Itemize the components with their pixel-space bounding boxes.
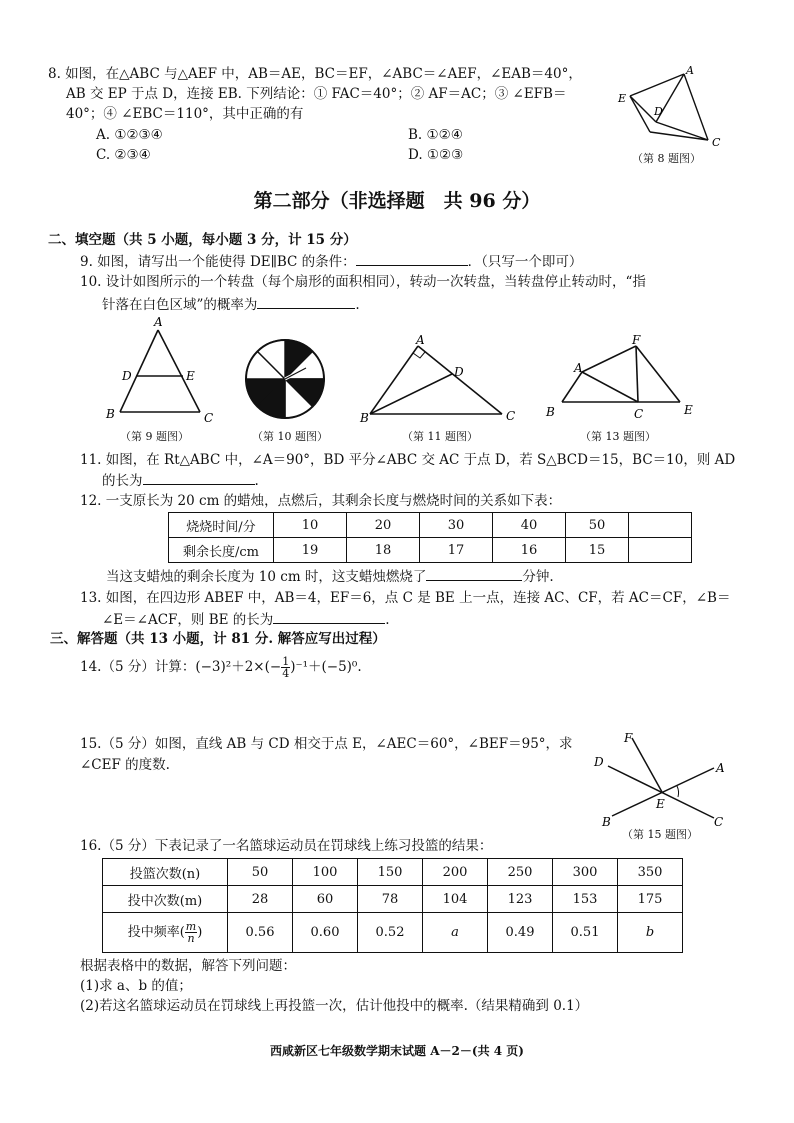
q12-length-cell: 18 bbox=[347, 538, 420, 563]
fig13-label-b: B bbox=[546, 405, 555, 419]
fig13-label-c: C bbox=[634, 407, 644, 421]
q16-n-cell: 150 bbox=[358, 859, 423, 886]
q14-frac-num: 1 bbox=[282, 655, 290, 668]
q15-line1: 15.（5 分）如图，直线 AB 与 CD 相交于点 E，∠AEC＝60°，∠BEF＝95°，求 bbox=[80, 736, 573, 752]
q14-frac-den: 4 bbox=[282, 667, 290, 680]
q15-caption: （第 15 题图） bbox=[622, 828, 698, 841]
q10-line1: 10. 设计如图所示的一个转盘（每个扇形的面积相同），转动一次转盘，当转盘停止转动时，“指 bbox=[80, 274, 646, 290]
q9-prompt: 9. 如图，请写出一个能使得 DE∥BC 的条件： bbox=[80, 254, 356, 270]
q8-label-d: D bbox=[654, 105, 663, 118]
q13-line2 bbox=[102, 609, 390, 630]
q16-row3-fraction bbox=[185, 921, 197, 944]
q16-n-cell: 200 bbox=[423, 859, 488, 886]
q13-prompt: ∠E＝∠ACF，则 BE 的长为 bbox=[102, 612, 274, 628]
q12-row-length bbox=[169, 538, 692, 563]
q11-period: . bbox=[254, 473, 259, 489]
q15-label-e: E bbox=[656, 797, 665, 811]
q16-freq-cell: 0.49 bbox=[488, 913, 553, 953]
q15-label-b: B bbox=[602, 815, 611, 828]
q12-answer-blank[interactable] bbox=[426, 566, 522, 581]
fig13 bbox=[540, 332, 700, 428]
q15-line2: ∠CEF 的度数. bbox=[80, 757, 170, 773]
part2-title: 第二部分（非选择题 共 96 分） bbox=[253, 190, 541, 212]
fig13-seg-cf bbox=[636, 346, 638, 402]
q16-table bbox=[102, 858, 683, 953]
fig11-seg-ac bbox=[418, 346, 502, 414]
q8-seg-ef bbox=[630, 96, 650, 132]
q10-period: . bbox=[355, 297, 360, 313]
q12-time-cell: 20 bbox=[347, 513, 420, 538]
q12-table bbox=[168, 512, 692, 563]
q8-option-d: D. ①②③ bbox=[408, 147, 464, 163]
q11-line1: 11. 如图，在 Rt△ABC 中，∠A＝90°，BD 平分∠ABC 交 AC 于点 D，若 S△BCD＝15，BC＝10，则 AD bbox=[80, 452, 736, 468]
fig13-label-a: A bbox=[574, 361, 583, 375]
q15-ray-ef bbox=[632, 738, 662, 792]
q15-angle-arc bbox=[677, 786, 679, 797]
fig13-caption: （第 13 题图） bbox=[580, 430, 656, 443]
q15-label-a: A bbox=[716, 761, 725, 775]
fig10-spinner bbox=[240, 334, 330, 424]
q8-seg-ac bbox=[684, 74, 708, 140]
q16-freq-cell-b: b bbox=[618, 913, 683, 953]
q13-answer-blank[interactable] bbox=[273, 609, 385, 624]
fig11-label-c: C bbox=[506, 409, 516, 423]
q12-row1-header: 烧烧时间/分 bbox=[169, 513, 274, 538]
q16-row3-header bbox=[103, 913, 228, 953]
q12-length-cell: 19 bbox=[274, 538, 347, 563]
fig11-label-b: B bbox=[360, 411, 369, 425]
q12-row2-header: 剩余长度/cm bbox=[169, 538, 274, 563]
fig9-label-d: D bbox=[122, 369, 132, 383]
fig9 bbox=[100, 314, 220, 424]
q16-row3-suffix: ) bbox=[197, 925, 203, 940]
fig11-right-angle-mark bbox=[413, 352, 425, 358]
q16-row-freq bbox=[103, 913, 683, 953]
q14-expression bbox=[80, 656, 362, 679]
q11-answer-blank[interactable] bbox=[143, 470, 255, 485]
q14-prefix: 14.（5 分）计算：(−3)²＋2×(− bbox=[80, 659, 282, 675]
q15-label-c: C bbox=[714, 815, 724, 828]
q16-m-cell: 175 bbox=[618, 886, 683, 913]
q16-n-cell: 250 bbox=[488, 859, 553, 886]
fig11-seg-bd bbox=[370, 374, 452, 414]
q12-time-cell: 40 bbox=[493, 513, 566, 538]
q14-suffix: )⁻¹＋(−5)⁰. bbox=[290, 659, 362, 675]
q12-time-cell: 30 bbox=[420, 513, 493, 538]
q15-figure bbox=[590, 728, 730, 828]
q12-after bbox=[106, 566, 554, 587]
q12-time-cell bbox=[629, 513, 692, 538]
q16-row-m bbox=[103, 886, 683, 913]
q16-part2: (2)若这名篮球运动员在罚球线上再投篮一次，估计他投中的概率.（结果精确到 0.1） bbox=[80, 998, 589, 1014]
q8-caption: （第 8 题图） bbox=[632, 152, 701, 165]
q16-row3-frac-den: n bbox=[187, 932, 195, 945]
fig11-label-a: A bbox=[416, 333, 425, 347]
q16-row3-frac-num: m bbox=[185, 920, 197, 933]
page-footer: 西咸新区七年级数学期末试题 A－2－(共 4 页) bbox=[270, 1044, 524, 1058]
fig9-label-c: C bbox=[204, 411, 214, 424]
q16-freq-cell: 0.52 bbox=[358, 913, 423, 953]
q8-line3: 40°；④ ∠EBC＝110°，其中正确的有 bbox=[66, 106, 304, 122]
q16-text: 16.（5 分）下表记录了一名篮球运动员在罚球线上练习投篮的结果： bbox=[80, 838, 493, 854]
fig13-seg-ba bbox=[562, 372, 582, 402]
q8-option-a: A. ①②③④ bbox=[96, 127, 163, 143]
q12-length-cell: 16 bbox=[493, 538, 566, 563]
q9-text bbox=[80, 251, 582, 272]
fig13-seg-af bbox=[582, 346, 636, 372]
fig10-caption: （第 10 题图） bbox=[252, 430, 328, 443]
q12-row-time bbox=[169, 513, 692, 538]
q11-line2 bbox=[102, 470, 259, 491]
q16-m-cell: 28 bbox=[228, 886, 293, 913]
q16-m-cell: 153 bbox=[553, 886, 618, 913]
q16-n-cell: 350 bbox=[618, 859, 683, 886]
q10-prompt: 针落在白色区域”的概率为 bbox=[102, 297, 258, 313]
q16-m-cell: 60 bbox=[293, 886, 358, 913]
q14-fraction bbox=[281, 656, 290, 679]
q12-length-cell: 15 bbox=[566, 538, 629, 563]
q8-seg-ae bbox=[630, 74, 684, 96]
q8-seg-bc bbox=[656, 122, 708, 140]
q16-row-n bbox=[103, 859, 683, 886]
q12-length-cell bbox=[629, 538, 692, 563]
q8-line1: 8. 如图，在△ABC 与△AEF 中，AB＝AE，BC＝EF，∠ABC＝∠AEF，∠EAB＝40°， bbox=[48, 66, 582, 82]
q16-freq-cell-a: a bbox=[423, 913, 488, 953]
fig13-label-e: E bbox=[684, 403, 693, 417]
q16-row1-header: 投篮次数(n) bbox=[103, 859, 228, 886]
q16-m-cell: 123 bbox=[488, 886, 553, 913]
q12-text: 12. 一支原长为 20 cm 的蜡烛，点燃后，其剩余长度与燃烧时间的关系如下表： bbox=[80, 493, 562, 509]
fig13-label-f: F bbox=[632, 333, 641, 347]
q8-label-c: C bbox=[712, 136, 721, 149]
q16-n-cell: 100 bbox=[293, 859, 358, 886]
q10-answer-blank[interactable] bbox=[257, 294, 355, 309]
fig11 bbox=[356, 332, 526, 428]
q12-time-cell: 10 bbox=[274, 513, 347, 538]
q8-option-c: C. ②③④ bbox=[96, 147, 151, 163]
q8-label-e: E bbox=[618, 92, 627, 105]
q15-label-f: F bbox=[624, 731, 633, 745]
q16-part1: (1)求 a、b 的值； bbox=[80, 978, 192, 994]
q16-freq-cell: 0.60 bbox=[293, 913, 358, 953]
section2-heading: 二、填空题（共 5 小题，每小题 3 分，计 15 分） bbox=[48, 232, 357, 248]
fig9-label-e: E bbox=[186, 369, 195, 383]
q9-suffix: ．（只写一个即可） bbox=[467, 254, 583, 270]
fig9-label-a: A bbox=[154, 315, 163, 329]
fig9-label-b: B bbox=[106, 407, 115, 421]
q12-time-cell: 50 bbox=[566, 513, 629, 538]
fig11-caption: （第 11 题图） bbox=[402, 430, 478, 443]
fig9-caption: （第 9 题图） bbox=[120, 430, 189, 443]
q16-row2-header: 投中次数(m) bbox=[103, 886, 228, 913]
fig11-seg-ab bbox=[370, 346, 418, 414]
q16-row3-prefix: 投中频率( bbox=[127, 925, 185, 940]
q8-label-a: A bbox=[686, 64, 694, 77]
q8-line2: AB 交 EP 于点 D，连接 EB. 下列结论：① FAC＝40°；② AF＝AC；③ ∠EFB＝ bbox=[66, 86, 567, 102]
q8-option-b: B. ①②④ bbox=[408, 127, 463, 143]
q16-freq-cell: 0.51 bbox=[553, 913, 618, 953]
q16-instructions: 根据表格中的数据，解答下列问题： bbox=[80, 958, 296, 974]
q11-prompt: 的长为 bbox=[102, 473, 143, 489]
section3-heading: 三、解答题（共 13 小题，计 81 分. 解答应写出过程） bbox=[50, 631, 386, 647]
q16-m-cell: 78 bbox=[358, 886, 423, 913]
q9-answer-blank[interactable] bbox=[356, 251, 468, 266]
q8-seg-fc bbox=[650, 132, 708, 140]
q15-label-d: D bbox=[594, 755, 604, 769]
q10-line2 bbox=[102, 294, 360, 315]
q16-n-cell: 50 bbox=[228, 859, 293, 886]
q13-period: . bbox=[385, 612, 390, 628]
fig13-seg-ac bbox=[582, 372, 638, 402]
q8-figure bbox=[612, 62, 732, 152]
q12-after-suffix: 分钟. bbox=[522, 569, 554, 585]
q16-m-cell: 104 bbox=[423, 886, 488, 913]
q13-line1: 13. 如图，在四边形 ABEF 中，AB＝4，EF＝6，点 C 是 BE 上一点，连接 AC、CF，若 AC＝CF，∠B＝ bbox=[80, 590, 731, 606]
fig11-label-d: D bbox=[454, 365, 464, 379]
q16-n-cell: 300 bbox=[553, 859, 618, 886]
fig13-seg-fe bbox=[636, 346, 680, 402]
q12-after-text: 当这支蜡烛的剩余长度为 10 cm 时，这支蜡烛燃烧了 bbox=[106, 569, 427, 585]
q12-length-cell: 17 bbox=[420, 538, 493, 563]
q16-freq-cell: 0.56 bbox=[228, 913, 293, 953]
